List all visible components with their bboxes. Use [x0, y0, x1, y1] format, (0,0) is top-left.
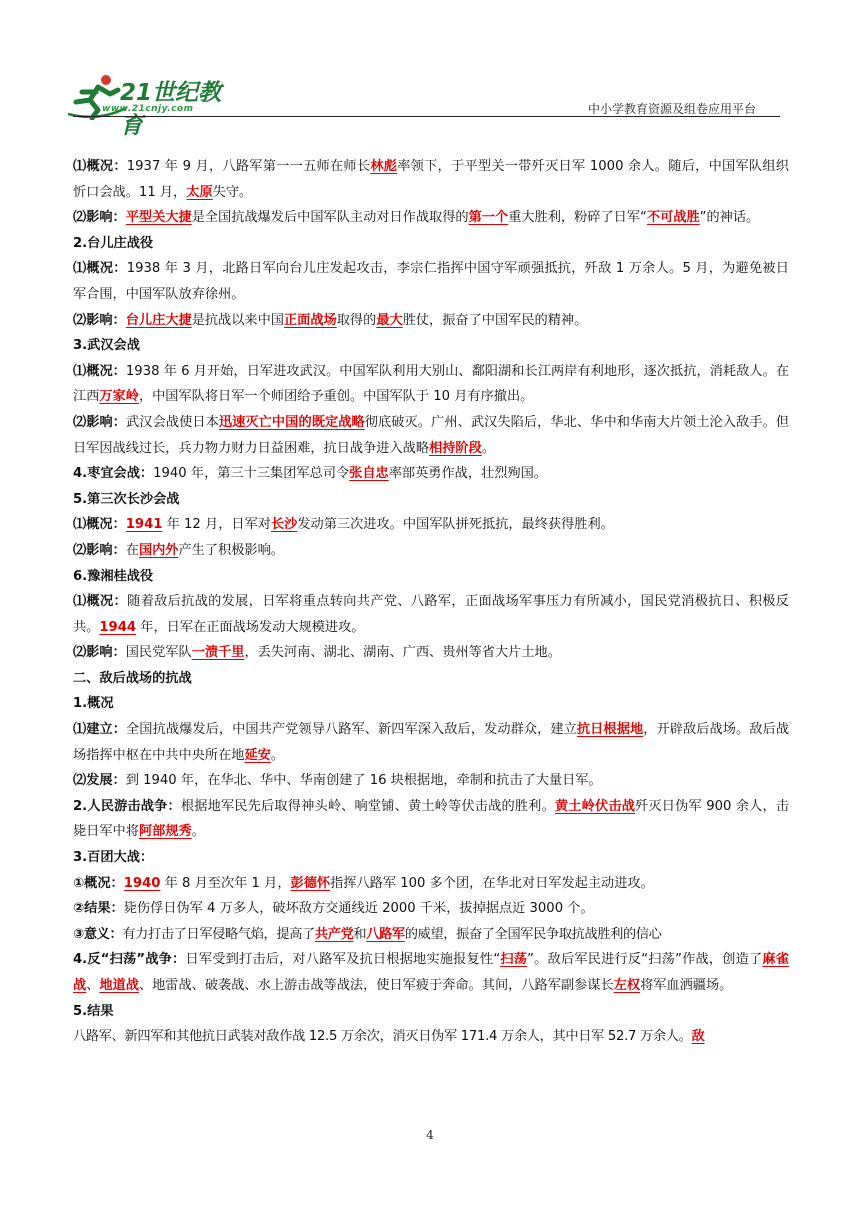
- key-term: 黄土岭伏击战: [554, 798, 636, 814]
- text: 年，日军在正面战场发动大规模进攻。: [136, 619, 365, 635]
- paragraph: [73, 717, 789, 768]
- paragraph: [73, 896, 789, 922]
- text: 彻底破灭。广州、武汉失陷后，华北、华中和华南大片领土沦入敌手。但日军因战线过长，兵力物力财力日益困难，抗日战争进入战略: [73, 414, 790, 456]
- text: 产生了积极影响。: [178, 542, 284, 558]
- key-term: 一溃千里: [191, 645, 245, 661]
- key-term: 相持阶段: [429, 440, 482, 456]
- paragraph: [73, 410, 789, 461]
- label: ⑴概况：: [73, 594, 128, 610]
- label: ③意义：: [73, 926, 123, 942]
- text: ，中国军队将日军一个师团给予重创。中国军队于 10 月有序撤出。: [138, 389, 534, 405]
- site-logo[interactable]: [68, 70, 238, 139]
- text: 胜仗，振奋了中国军民的精神。: [402, 312, 588, 328]
- key-term: 长沙: [270, 517, 298, 533]
- text: 的威望，振奋了全国军民争取抗战胜利的信心: [404, 926, 662, 942]
- paragraph: [73, 205, 789, 231]
- section-heading: 5.第三次长沙会战: [73, 491, 180, 507]
- key-term: 左权: [613, 978, 641, 993]
- text: ，丢失河南、湖北、湖南、广西、贵州等省大片土地。: [244, 645, 561, 661]
- text: ”。敌后军民进行反“扫荡”作战，创造了: [527, 952, 763, 968]
- text: 1937 年 9 月，八路军第一一五师在师长: [126, 159, 371, 174]
- label: ⑵发展：: [73, 773, 126, 789]
- label: ⑴概况：: [73, 517, 126, 533]
- key-term: 彭德怀: [290, 875, 331, 891]
- paragraph: [73, 538, 789, 564]
- key-term: 延安: [244, 747, 271, 763]
- key-term: 麻雀战: [73, 952, 789, 993]
- paragraph: [73, 1024, 789, 1050]
- header-divider: [73, 116, 780, 117]
- page-header: [0, 0, 860, 139]
- section-heading: 6.豫湘桂战役: [73, 568, 154, 584]
- key-term: 迅速灭亡中国的既定战略: [218, 414, 365, 430]
- section-heading: 5.结果: [73, 1003, 114, 1019]
- paragraph: [73, 768, 789, 794]
- document-body: [73, 154, 789, 1050]
- text: 武汉会战使日本: [126, 414, 219, 430]
- key-term: 国内外: [138, 542, 179, 558]
- key-term: 1941: [125, 517, 163, 533]
- text: 重大胜利，粉碎了日军“: [508, 210, 647, 226]
- paragraph: [73, 589, 789, 640]
- paragraph: [73, 922, 789, 948]
- text: 1940 年，第三十三集团军总司令: [153, 466, 350, 482]
- paragraph: [73, 512, 789, 538]
- text: 根据地军民先后取得神头岭、响堂铺、黄土岭等伏击战的胜利。: [180, 798, 555, 814]
- text: 率领下，于平型关一带歼灭日军 1000 余人。随后，中国军队组织忻口会战。11 月，: [73, 159, 789, 200]
- text: 随着敌后抗战的发展，日军将重点转向共产党、八路军，正面战场军事压力有所减小，国民党消极抗日、积极反共。: [73, 594, 789, 635]
- key-term: 抗日根据地: [576, 722, 644, 738]
- text: 、: [86, 978, 100, 993]
- key-term: 地道战: [99, 978, 139, 993]
- page-number: 4: [426, 1128, 434, 1142]
- text: 是全国抗战爆发后中国军队主动对日作战取得的: [191, 210, 469, 226]
- label: 4.枣宜会战：: [73, 466, 154, 482]
- key-term: 太原: [186, 184, 213, 200]
- text: 率部英勇作战，壮烈殉国。: [388, 466, 547, 482]
- paragraph: [73, 794, 789, 845]
- text: 到 1940 年，在华北、华中、华南创建了 16 块根据地，牵制和抗击了大量日军。: [125, 773, 602, 789]
- key-term: 八路军: [366, 926, 405, 942]
- text: 、地雷战、破袭战、水上游击战等战法，使日军疲于奔命。其间，八路军副参谋长: [138, 978, 614, 993]
- paragraph: [73, 871, 789, 897]
- label: 4.反“扫荡”战争：: [73, 952, 186, 968]
- text: 在: [125, 542, 139, 558]
- label: 2.人民游击战争：: [73, 798, 181, 814]
- label: ①概况：: [73, 875, 124, 891]
- section-heading: 1.概况: [73, 696, 114, 712]
- text: 日军受到打击后，对八路军及抗日根据地实施报复性“: [185, 952, 501, 968]
- key-term: 最大: [376, 312, 403, 328]
- label: ②结果：: [73, 901, 124, 917]
- text: 。: [270, 747, 284, 763]
- text: 。: [481, 440, 495, 456]
- key-term: 张自忠: [349, 466, 389, 482]
- paragraph: [73, 308, 789, 334]
- section-heading: 2.台儿庄战役: [73, 235, 154, 251]
- label: ⑵影响：: [73, 210, 126, 226]
- platform-name: 中小学教育资源及组卷应用平台: [587, 102, 756, 116]
- key-term: 平型关大捷: [125, 210, 192, 226]
- section-heading: 3.武汉会战: [73, 338, 140, 354]
- key-term: 扫荡: [500, 952, 528, 968]
- key-term: 第一个: [468, 210, 509, 226]
- paragraph: [73, 359, 789, 410]
- label: ⑴概况：: [73, 261, 127, 277]
- text: 1938 年 3 月，北路日军向台儿庄发起攻击，李宗仁指挥中国守军顽强抵抗，歼敌 1 万余人。5 月，为避免被日军合围，中国军队放弃徐州。: [73, 261, 789, 302]
- text: 指挥八路军 100 多个团，在华北对日军发起主动进攻。: [330, 875, 654, 891]
- key-term: 台儿庄大捷: [125, 312, 192, 328]
- label: ⑵影响：: [73, 414, 127, 430]
- paragraph: [73, 640, 789, 666]
- label: ⑵影响：: [73, 312, 126, 328]
- text: 有力打击了日军侵略气焰，提高了: [122, 926, 315, 942]
- text: 年 8 月至次年 1 月，: [160, 875, 291, 891]
- text: 是抗战以来中国: [191, 312, 284, 328]
- key-term: 1940: [123, 875, 161, 891]
- text: 。: [191, 824, 205, 840]
- label: ⑴概况：: [73, 363, 126, 379]
- key-term: 万家岭: [99, 389, 139, 405]
- section-heading: 3.百团大战：: [73, 850, 154, 866]
- text: 国民党军队: [125, 645, 192, 661]
- key-term: 1944: [99, 619, 137, 635]
- paragraph: [73, 947, 789, 998]
- key-term: 不可战胜: [646, 210, 700, 226]
- section-heading: 二、敌后战场的抗战: [73, 670, 192, 686]
- label: ⑴建立：: [73, 722, 127, 738]
- label: ⑵影响：: [73, 645, 126, 661]
- paragraph: [73, 154, 789, 205]
- text: 全国抗战爆发后，中国共产党领导八路军、新四军深入敌后，发动群众，建立: [126, 722, 577, 738]
- text: 歼灭日伪军 900 余人，击毙日军中将: [73, 798, 790, 840]
- logo-url: www.21cnjy.com: [102, 104, 194, 114]
- key-term: 敌: [691, 1029, 705, 1045]
- paragraph: [73, 461, 789, 487]
- label: ⑵影响：: [73, 542, 126, 558]
- text: 和: [353, 926, 367, 942]
- label: ⑴概况：: [73, 159, 127, 174]
- text: 发动第三次进攻。中国军队拼死抵抗，最终获得胜利。: [297, 517, 614, 533]
- key-term: 阿部规秀: [138, 824, 192, 840]
- text: ，开辟敌后战场。敌后战场指挥中枢在中共中央所在地: [73, 722, 790, 763]
- text: 将军血洒疆场。: [640, 978, 733, 993]
- text: 1938 年 6 月开始，日军进攻武汉。中国军队利用大别山、鄱阳湖和长江两岸有利地形，逐次抵抗，消耗敌人。在江西: [73, 363, 790, 405]
- key-term: 共产党: [314, 926, 354, 942]
- logo-text: 21世纪教育: [120, 80, 222, 139]
- text: 八路军、新四军和其他抗日武装对敌作战 12.5 万余次，消灭日伪军 171.4 万余人，其中日军 52.7 万余人。: [73, 1029, 692, 1045]
- paragraph: [73, 256, 789, 307]
- text: 年 12 月，日军对: [162, 517, 271, 533]
- text: 毙伤俘日伪军 4 万多人，破坏敌方交通线近 2000 千米，拔掉据点近 3000 个。: [123, 901, 594, 917]
- text: 取得的: [336, 312, 377, 328]
- text: 失守。: [212, 184, 253, 200]
- key-term: 正面战场: [284, 312, 337, 328]
- text: ”的神话。: [699, 210, 760, 226]
- key-term: 林彪: [370, 159, 398, 174]
